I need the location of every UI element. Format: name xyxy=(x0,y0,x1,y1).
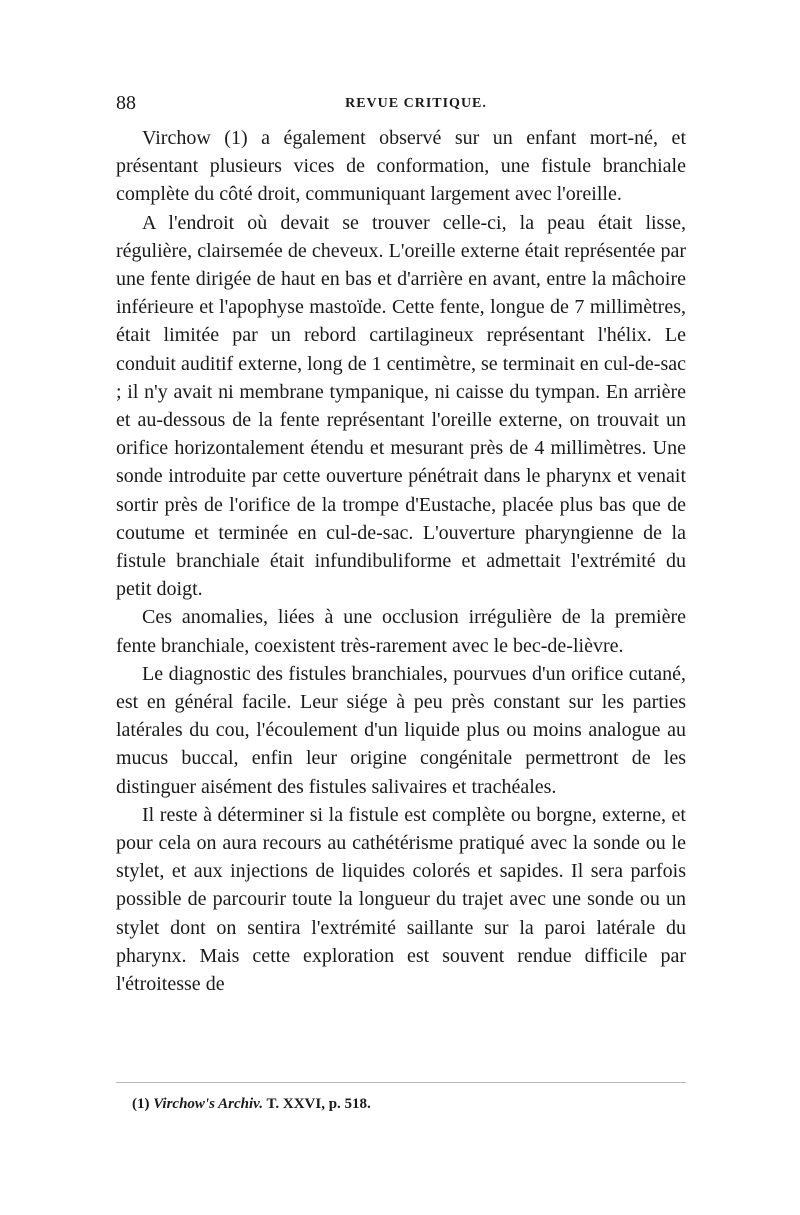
paragraph-description: A l'endroit où devait se trouver celle-ci, la peau était lisse, régulière, clairsemée de cheveux. L'oreille externe était représentée par une fente dirigée de haut en bas et d'arrière en avant, entre la mâchoire inférieure et l'apophyse mastoïde. Cette fente, longue de 7 millimètres, était limitée par un rebord cartilagineux représentant l'hélix. Le conduit auditif externe, long de 1 centimètre, se terminait en cul-de-sac ; il n'y avait ni membrane tympanique, ni caisse du tympan. En arrière et au-dessous de la fente représentant l'oreille externe, on trouvait un orifice horizontalement étendu et mesurant près de 4 millimètres. Une sonde introduite par cette ouverture pénétrait dans le pharynx et venait sortir près de l'orifice de la trompe d'Eustache, placée plus bas que de coutume et terminée en cul-de-sac. L'ouverture pharyngienne de la fistule branchiale était infundibuliforme et admettait l'extrémité du petit doigt. xyxy=(116,211,686,601)
footnote-reference: T. XXVI, p. 518. xyxy=(266,1096,371,1112)
footnote-divider xyxy=(116,1082,686,1083)
page-header xyxy=(116,92,686,122)
footnote-title: Virchow's Archiv. xyxy=(153,1096,263,1112)
page-number: 88 xyxy=(116,92,136,114)
paragraph-anomalies: Ces anomalies, liées à une occlusion irrégulière de la première fente branchiale, coexistent très-rarement avec le bec-de-lièvre. xyxy=(116,606,686,657)
running-title: REVUE CRITIQUE. xyxy=(345,96,487,111)
paragraph-diagnostic: Le diagnostic des fistules branchiales, pourvues d'un orifice cutané, est en général facile. Leur siége à peu près constant sur les parties latérales du cou, l'écoulement d'un liquide plus ou moins analogue au mucus buccal, enfin leur origine congénitale permettront de les distinguer aisément des fistules salivaires et trachéales. xyxy=(116,662,686,798)
paragraph-virchow: Virchow (1) a également observé sur un enfant mort-né, et présentant plusieurs vices de conformation, une fistule branchiale complète du côté droit, communiquant largement avec l'oreille. xyxy=(116,127,686,206)
paragraph-exploration: Il reste à déterminer si la fistule est complète ou borgne, externe, et pour cela on aura recours au cathétérisme pratiqué avec la sonde ou le stylet, et aux injections de liquides colorés et sapides. Il sera parfois possible de parcourir toute la longueur du trajet avec une sonde ou un stylet dont on sentira l'extrémité saillante sur la paroi latérale du pharynx. Mais cette exploration est souvent rendue difficile par l'étroitesse de xyxy=(116,803,686,996)
footnote xyxy=(132,1094,682,1114)
body-text xyxy=(116,124,686,998)
footnote-marker: (1) xyxy=(132,1096,150,1112)
